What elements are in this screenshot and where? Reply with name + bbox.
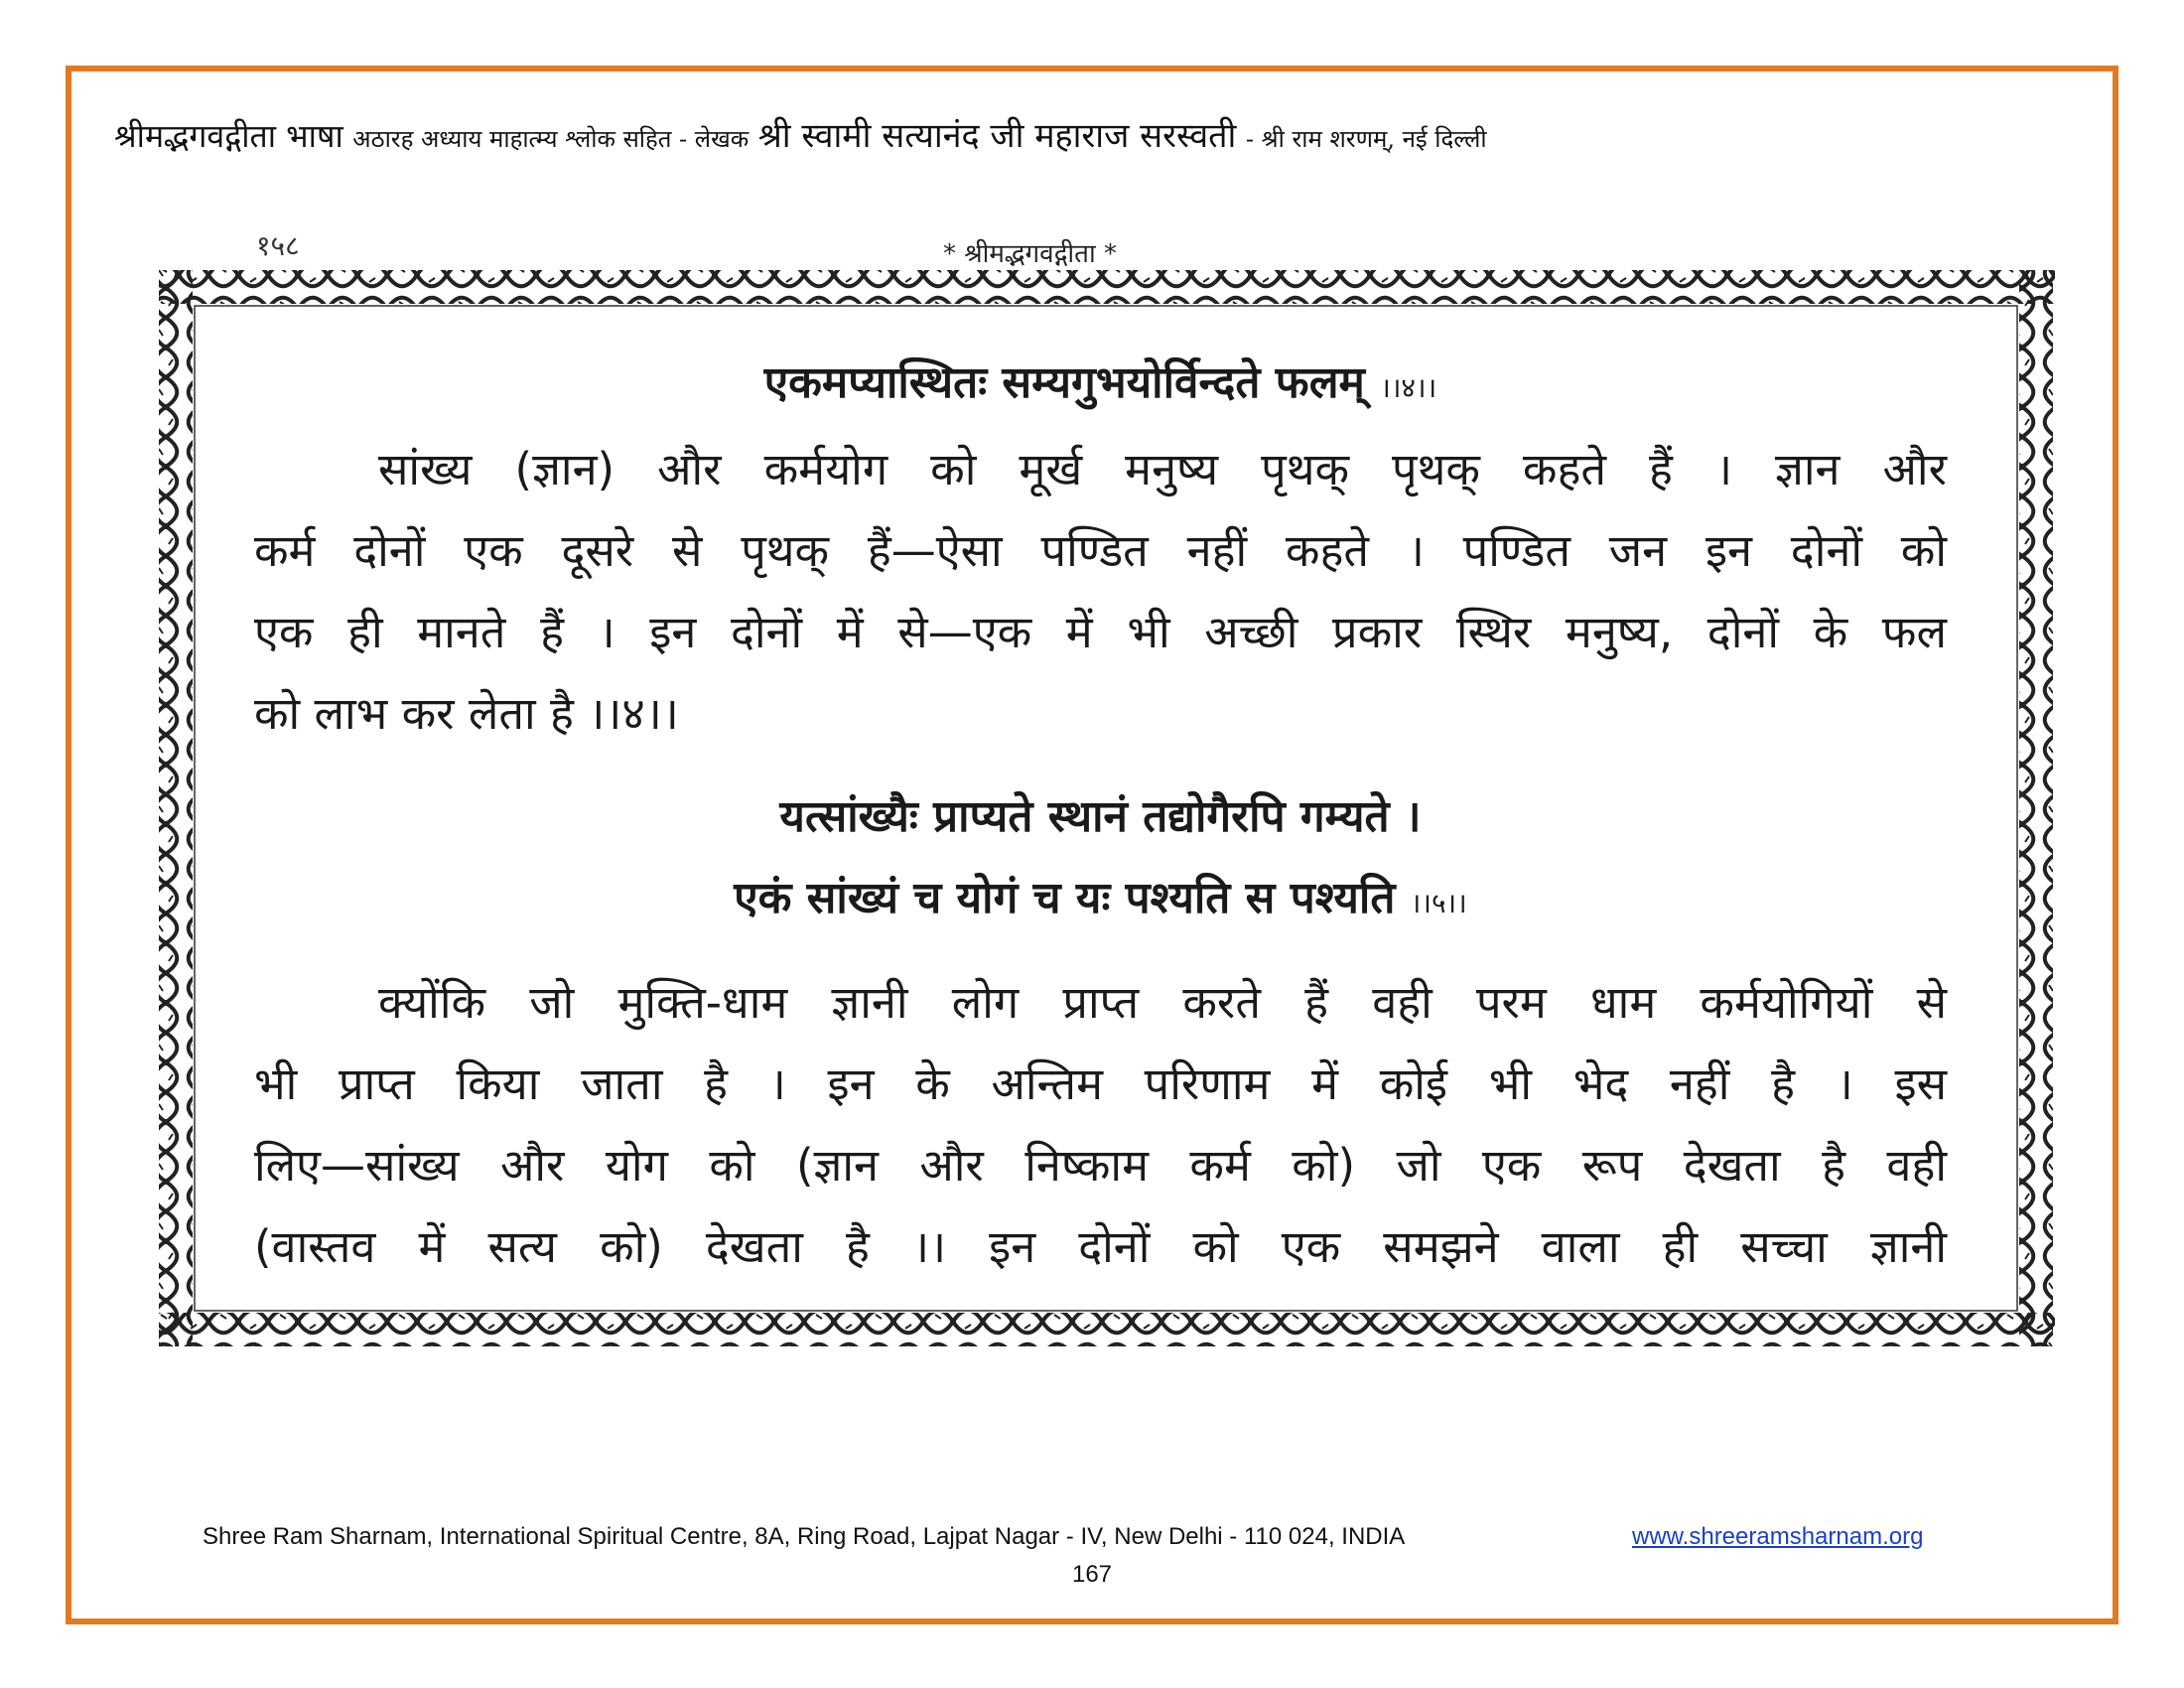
paragraph-line: भी प्राप्त किया जाता है । इन के अन्तिम परिणाम में कोई भी भेद नहीं है । इस [254, 1057, 1947, 1110]
verse-4-number: ।।४।। [1380, 371, 1437, 404]
header-publisher: - श्री राम शरणम्, नई दिल्ली [1245, 125, 1487, 153]
scan-page-number: १५८ [256, 229, 300, 262]
paragraph-line: (वास्तव में सत्य को) देखता है ।। इन दोनों को एक समझने वाला ही सच्चा ज्ञानी [254, 1220, 1947, 1273]
paragraph-line: लिए—सांख्य और योग को (ज्ञान और निष्काम कर्म को) जो एक रूप देखता है वही [254, 1139, 1947, 1192]
header-author: श्री स्वामी सत्यानंद जी महाराज सरस्वती [757, 116, 1237, 156]
paragraph-line: कर्म दोनों एक दूसरे से पृथक् हैं—ऐसा पण्डित नहीं कहते । पण्डित जन इन दोनों को [254, 524, 1947, 577]
paragraph-line: को लाभ कर लेता है ।।४।। [254, 687, 679, 740]
footer-address: Shree Ram Sharnam, International Spiritual Centre, 8A, Ring Road, Lajpat Nagar - IV, New Delhi - 110 024, INDIA [203, 1523, 1406, 1550]
scripture-text [254, 343, 1947, 1288]
paragraph-line: क्योंकि जो मुक्ति-धाम ज्ञानी लोग प्राप्त करते हैं वही परम धाम कर्मयोगियों से [378, 976, 1947, 1029]
header-subtitle: अठारह अध्याय माहात्म्य श्लोक सहित - लेखक [352, 125, 750, 153]
website-link[interactable]: www.shreeramsharnam.org [1632, 1523, 1924, 1550]
commentary-paragraph-2 [254, 962, 1947, 1288]
document-header [114, 111, 2070, 157]
paragraph-line: सांख्य (ज्ञान) और कर्मयोग को मूर्ख मनुष्य पृथक् पृथक् कहते हैं । ज्ञान और [378, 443, 1947, 495]
verse-4-line [254, 343, 1947, 429]
verse-5-line-2 [254, 858, 1947, 944]
footer [203, 1523, 1989, 1551]
scan-running-title: * श्रीमद्भगवद्गीता * [943, 239, 1117, 269]
verse-5-text: एकं सांख्यं च योगं च यः पश्यति स पश्यति [734, 873, 1396, 923]
verse-5 [254, 776, 1947, 944]
commentary-paragraph-1 [254, 429, 1947, 755]
paragraph-line: एक ही मानते हैं । इन दोनों में से—एक में भी अच्छी प्रकार स्थिर मनुष्य, दोनों के फल [254, 606, 1947, 658]
verse-4-text: एकमप्यास्थितः सम्यगुभयोर्विन्दते फलम् [763, 357, 1365, 408]
verse-5-line-1: यत्सांख्यैः प्राप्यते स्थानं तद्योगैरपि गम्यते । [779, 791, 1422, 842]
verse-5-number: ।।५।। [1410, 887, 1467, 919]
header-title: श्रीमद्भगवद्गीता भाषा [114, 117, 343, 155]
page-number: 167 [1071, 1561, 1113, 1588]
